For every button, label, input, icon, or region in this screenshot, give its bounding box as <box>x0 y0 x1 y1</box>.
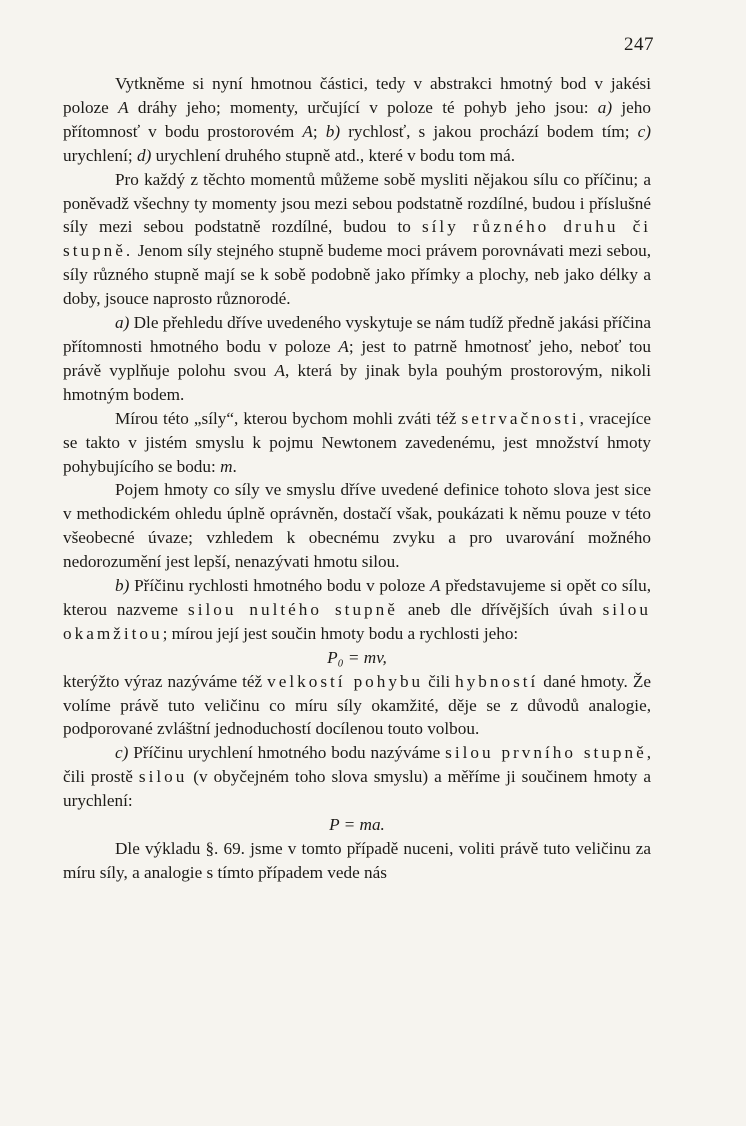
paragraph <box>63 407 651 479</box>
text-run: , která by jinak byla pouhým prostorovým, nikoli hmotným bodem. <box>63 360 651 404</box>
italic-text: c) <box>637 121 651 141</box>
emphasized-term: silou <box>138 767 188 787</box>
text-run: (v obyčejném toho slova smyslu) a měříme ji součinem hmoty a urychlení: <box>63 767 651 811</box>
text-run: urychlení; <box>63 145 137 165</box>
paragraph <box>63 837 651 885</box>
text-run: Dle přehledu dříve uvedeného vyskytuje se nám tudíž předně jakási příčina přítomnosti hmotného bodu v poloze <box>63 313 651 356</box>
text-run: dráhy jeho; momenty, určující v poloze té pohyb jeho jsou: <box>128 97 598 117</box>
emphasized-term: silou nultého stupně <box>188 599 398 619</box>
emphasized-term: silou okamžitou <box>63 599 651 643</box>
italic-text: b) <box>325 121 341 141</box>
emphasized-term: silou prvního stupně <box>445 743 647 763</box>
italic-text: a) <box>115 313 130 333</box>
paragraph <box>63 670 651 742</box>
text-run: ; <box>312 121 326 141</box>
text-run: Pro každý z těchto momentů můžeme sobě mysliti nějakou sílu co příčinu; a poněvadž všechny ty momenty jsou mezi sebou podstatně rozdílné, budou i příslušné síly mezi sebou podstatně rozdílné, budou to <box>63 169 651 237</box>
italic-text: A <box>118 97 129 117</box>
italic-text: a) <box>597 97 613 117</box>
text-run: Vytkněme si nyní hmotnou částici, tedy v abstrakci hmotný bod v jakési poloze <box>63 74 651 117</box>
page-number: 247 <box>624 34 654 55</box>
text-run: . <box>232 456 237 476</box>
text-run: rychlosť, s jakou prochází bodem tím; <box>340 121 638 141</box>
paragraph <box>63 311 651 407</box>
emphasized-term: setrvačnosti <box>461 408 580 428</box>
text-run: kterýžto výraz nazýváme též <box>63 671 268 691</box>
text-run: , vracejíce se takto v jistém smyslu k pojmu Newtonem zavedenému, jest množství hmoty pohybujícího se bodu: <box>63 408 652 476</box>
paragraph <box>63 741 651 813</box>
formula: P = ma. <box>329 815 385 835</box>
italic-text: A <box>274 360 285 380</box>
text-run: urychlení druhého stupně atd., které v bodu tom má. <box>151 145 516 165</box>
emphasized-term: velkostí pohybu <box>267 671 424 691</box>
text-run: ; mírou její jest součin hmoty bodu a rychlosti jeho: <box>162 623 519 643</box>
text-run: čili <box>423 671 456 691</box>
text-run: Příčinu urychlení hmotného bodu nazýváme <box>128 743 446 763</box>
text-run: představujeme si opět co sílu, kterou nazveme <box>63 576 651 619</box>
italic-text: d) <box>136 145 152 165</box>
emphasized-term: síly různého druhu či stupně. <box>63 217 651 261</box>
italic-text: A <box>430 576 441 596</box>
italic-text: A <box>302 121 313 141</box>
paragraph <box>63 72 651 168</box>
emphasized-term: hybností <box>455 671 539 691</box>
paragraph <box>63 478 651 574</box>
text-run: Příčinu rychlosti hmotného bodu v poloze <box>129 576 431 596</box>
text-run: jeho přítomnosť v bodu prostorovém <box>63 97 651 141</box>
text-run: Jenom síly stejného stupně budeme moci právem porovnávati mezi sebou, síly různého stupně mají se k sobě podobně jako přímky a plochy, neb jako délky a doby, jsouce naprosto různorodé. <box>63 241 651 309</box>
text-run: Pojem hmoty co síly ve smyslu dříve uvedené definice tohoto slova jest sice v methodickém ohledu úplně oprávněn, dostačí však, poukázati k němu pouze v této všeobecné úvaze; vzhledem k obecnému zvyku a pro uvarování možného nedorozumění jest lepší, nenazývati hmotu silou. <box>63 480 651 572</box>
text-run: aneb dle dřívějších úvah <box>397 599 603 619</box>
text-run: Mírou této „síly“, kterou bychom mohli zváti též <box>115 408 462 428</box>
text-run: Dle výkladu §. 69. jsme v tomto případě nuceni, voliti právě tuto veličinu za míru síly, a analogie s tímto případem vede nás <box>63 839 651 882</box>
italic-text: c) <box>115 743 129 763</box>
italic-text: A <box>338 336 349 356</box>
text-run: , čili prostě <box>63 743 651 787</box>
paragraph <box>63 168 651 311</box>
italic-text: b) <box>115 576 130 596</box>
body-text <box>63 72 651 885</box>
text-run: dané hmoty. Že volíme právě tuto veličinu co míru síly okamžité, děje se z důvodů analogie, podporované zvláštní jednoduchostí docílenou touto volbou. <box>63 671 651 739</box>
paragraph <box>63 574 651 646</box>
formula: P₀ = mv, <box>327 647 387 667</box>
italic-text: m <box>220 456 233 476</box>
text-run: ; jest to patrně hmotnosť jeho, neboť tou právě vyplňuje polohu svou <box>63 336 651 380</box>
